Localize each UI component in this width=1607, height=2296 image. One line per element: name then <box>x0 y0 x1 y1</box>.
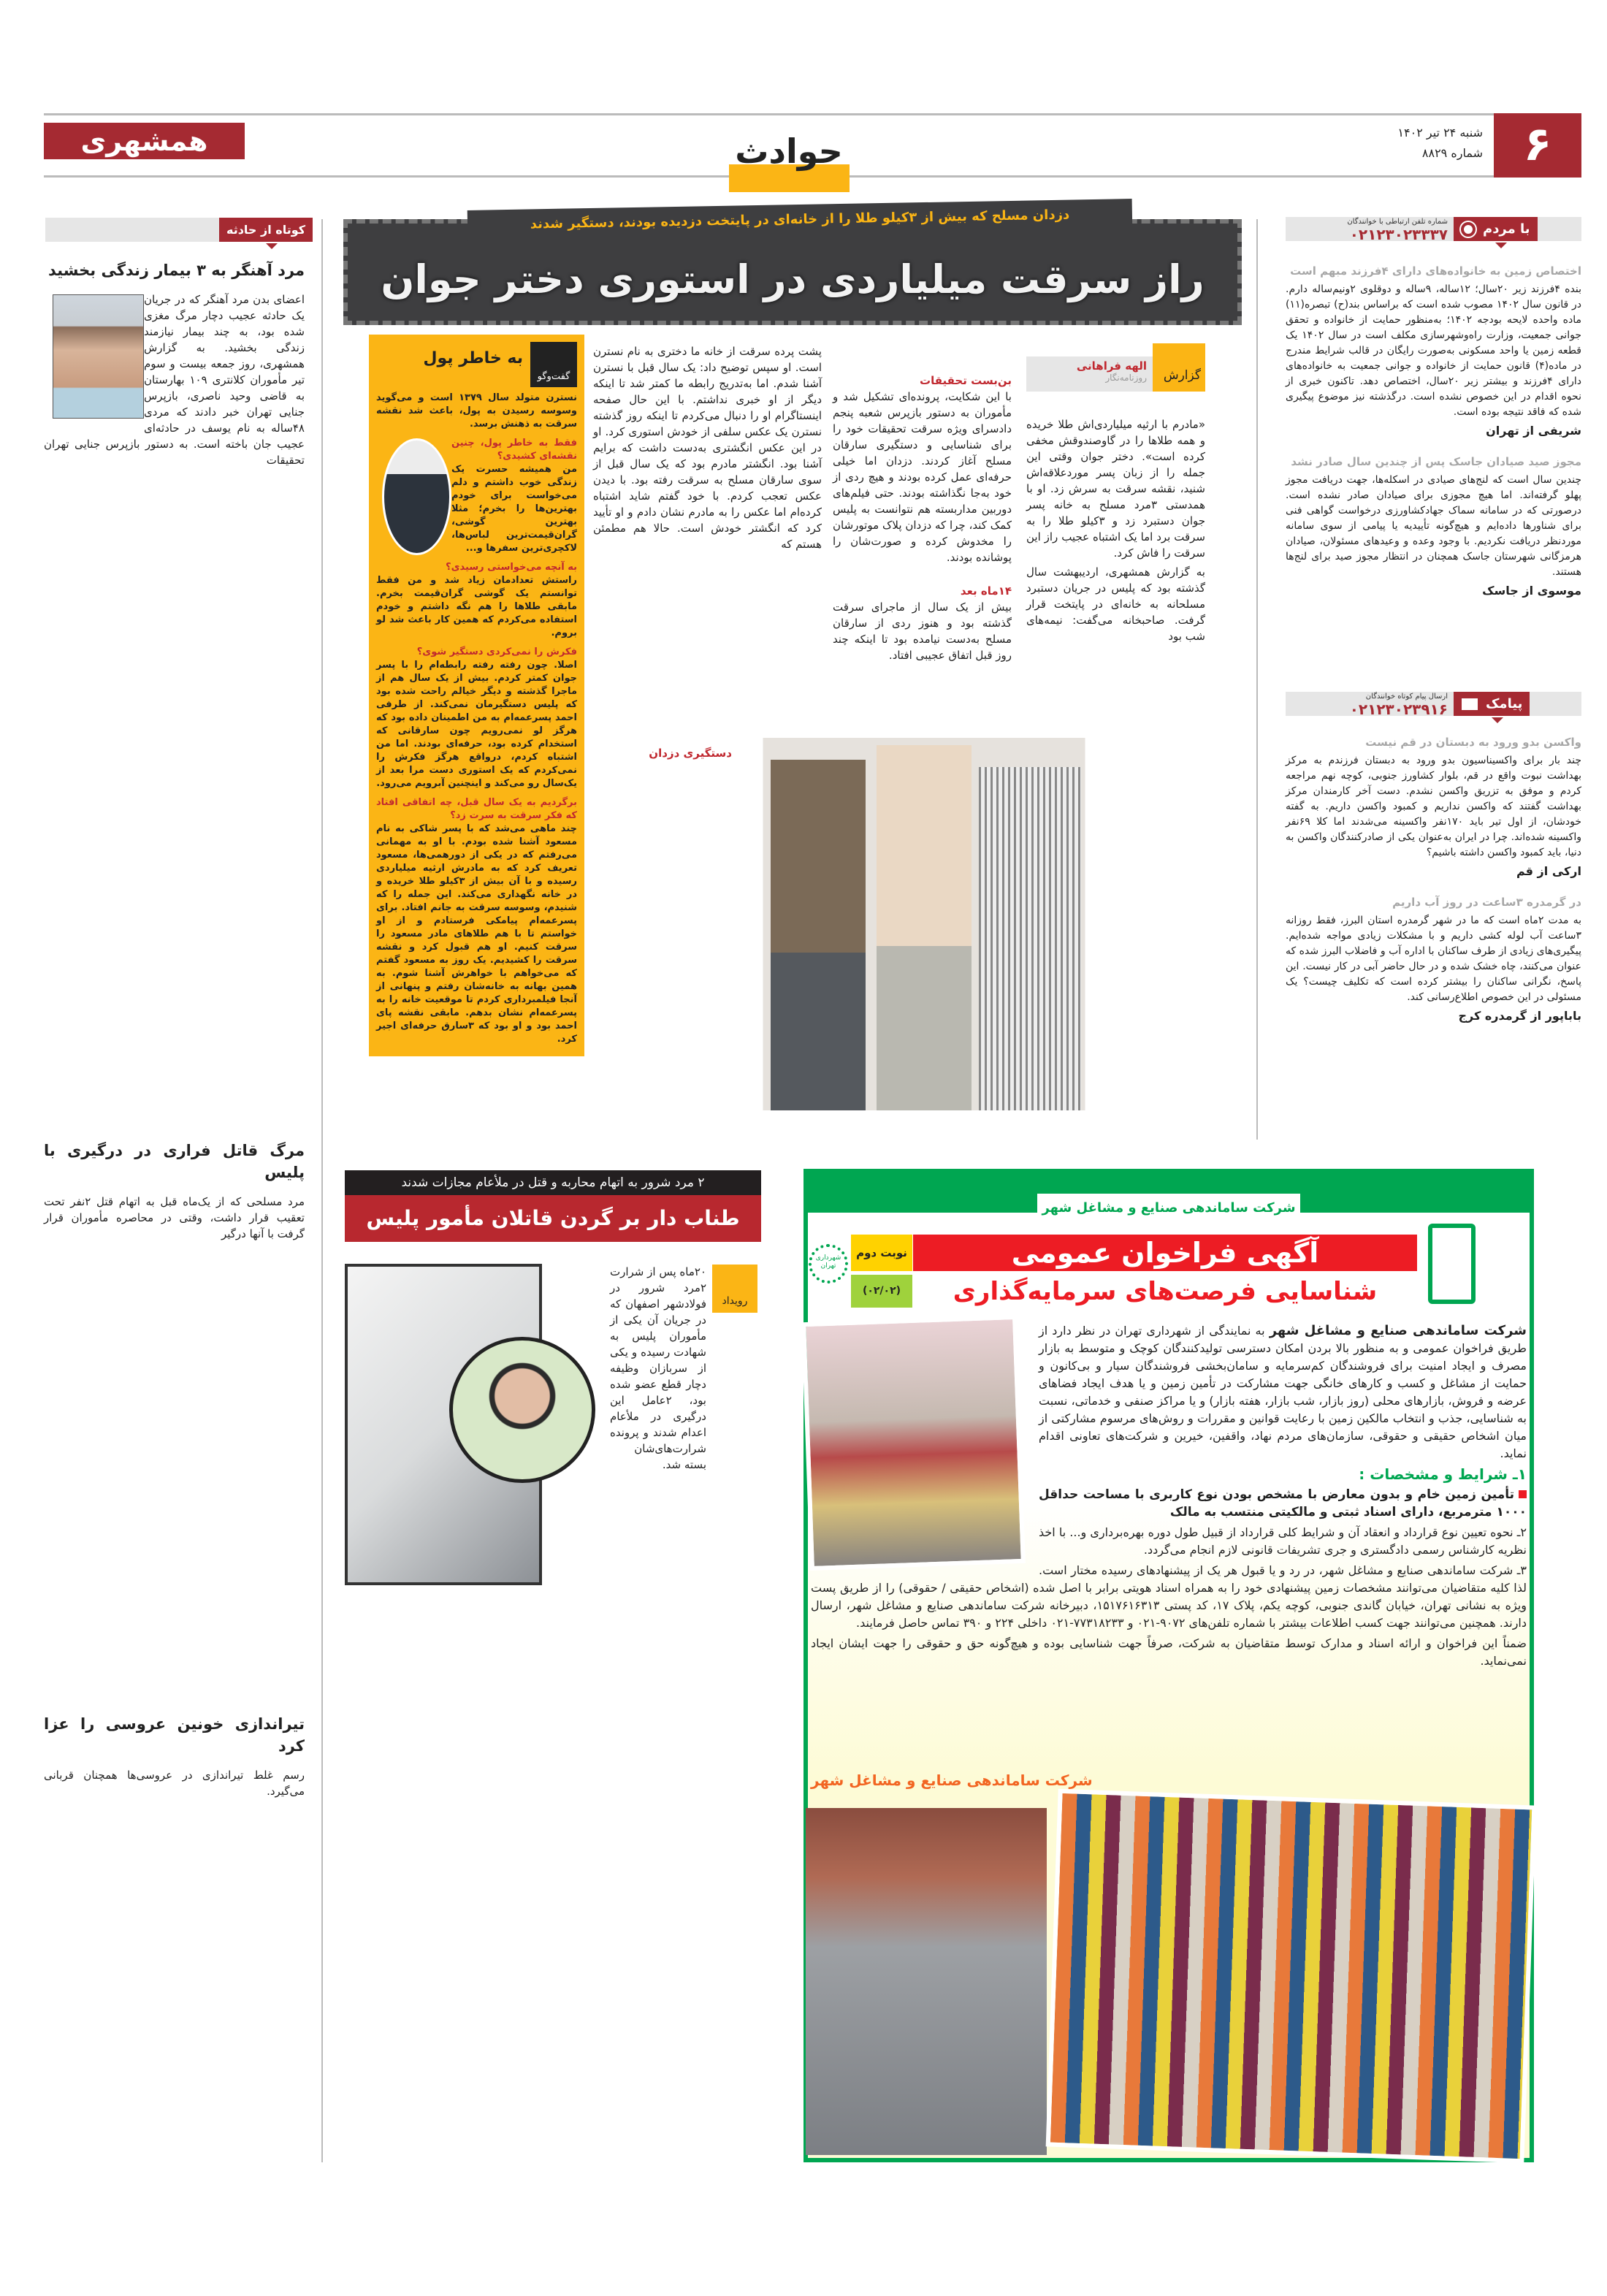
market-photo-right <box>1046 1789 1537 2164</box>
sms-signature: باباپور از گرمدره کرج <box>1458 1009 1581 1023</box>
condition-1: تأمین زمین خام و بدون معارض با مشخص بودن نوع کاربری با مساحت حداقل ۱۰۰۰ مترمربع، دارای اسناد ثبتی و مالکیتی منتسب به مالک <box>1039 1487 1527 1519</box>
sms-title: واکسن بدو ورود به دبستان در قم نیست <box>1365 736 1581 749</box>
execution-headline: طناب دار بر گردن قاتلان مأمور پلیس <box>345 1195 761 1242</box>
story-headline: تیراندازی خونین عروسی را عزا کرد <box>44 1715 305 1755</box>
bullet-icon <box>1519 1490 1527 1498</box>
ad-company-top: شرکت ساماندهی صنایع و مشاغل شهر <box>1037 1194 1300 1223</box>
tehran-municipality-seal: شهرداری تهران <box>808 1220 849 1308</box>
sms-title: در گرمدره ۳ساعت در روز آب داریم <box>1392 896 1581 909</box>
blacksmith-photo <box>53 294 144 419</box>
interview-question: فکرش را نمی‌کردی دستگیر شوی؟ <box>416 647 577 657</box>
sms-signature: ارکی از قم <box>1516 864 1581 878</box>
story-headline: مرد آهنگر به ۳ بیمار زندگی بخشید <box>48 262 305 279</box>
phone-icon <box>1461 222 1476 237</box>
section-title: حوادث <box>716 131 862 183</box>
story-text: مرد مسلحی که از یک‌ماه قبل به اتهام قتل ۲نفر تحت تعقیب قرار داشت، وقتی در محاصره مأموران قرار گرفت با آنها درگیر <box>44 1195 305 1240</box>
ad-footer-company: شرکت ساماندهی صنایع و مشاغل شهر <box>811 1771 1093 1789</box>
author-name: الهه فراهانی <box>1076 359 1147 373</box>
issue-number: شماره ۸۸۲۹ <box>1421 146 1483 160</box>
envelope-icon <box>1461 698 1478 711</box>
interview-answer: اصلا. چون رفته رفته رابطه‌ام را با پسر جوان کمتر کردم. بیش از یک سال هم از ماجرا گذشته و دیگر خیالم راحت شده بود که پلیس دستگیرمان نمی‌کند. از طرفی احمد پسرعمه‌ام به من اطمینان داده بود که هرگز لو نمی‌رویم چون سارقانی که استخدام کرده بود، حرفه‌ای بودند. اما من اشتباه کردم، درواقع هرگز فکرش را نمی‌کردم که یک استوری دست مرا بعد از یک‌سال رو می‌کند و اینچنین آبرویم می‌رود. <box>376 660 577 789</box>
phone-number[interactable]: ۰۲۱۲۳۰۲۳۳۳۷ <box>1349 226 1448 243</box>
ad-subtitle: شناسایی فرصت‌های سرمایه‌گذاری <box>953 1277 1378 1306</box>
subhead: ۱۴ماه بعد <box>960 584 1012 598</box>
letter-text: چندین سال است که لنج‌های صیادی در اسکله‌ها، جهت دریافت مجوز پهلو گرفته‌اند. اما هیچ مجوزی برای صیادان صادر نشده است. درصورتی که در سامانه سماک جهادکشاورزی درخواست گواهی فنی برای شناورها داده‌ایم و هیچ‌گونه تأییدیه یا پیامی از سوی سامانه موردنظر دریافت نکردیم. با وجود وعده و وعیدهای مسئولان، صیادان هرمزگانی شهرستان جاسک همچنان در انتظار مجوز صید برای لنج‌ها هستند. <box>1286 474 1581 578</box>
market-photo-left <box>806 1808 1047 2155</box>
people-tag-label: با مردم <box>1483 221 1530 237</box>
execution-lead: ۲۰ماه پس از شرارت ۲مرد شرور در فولادشهر اصفهان که در جریان آن یکی از مأموران پلیس به شهادت رسیده و یکی از سربازان وظیفه دچار قطع عضو شده بود، ۲عامل این درگیری در ملأعام اعدام شدند و پرونده شرارت‌های‌شان بسته شد. <box>610 1265 706 1471</box>
ad-title: آگهی فراخوان عمومی <box>913 1235 1417 1271</box>
article-paragraph: با این شکایت، پرونده‌ای تشکیل شد و مأموران به دستور بازپرس شعبه پنجم دادسرای ویژه سرقت تحقیقات خود را برای شناسایی و دستگیری سارقان مسلح آغاز کردند. دزدان اما خیلی حرفه‌ای عمل کرده بودند و هیچ ردی از خود به‌جا نگذاشته بودند. حتی فیلم‌های دوربین مداربسته هم نتوانست به پلیس کمک کند، چرا که دزدان پلاک موتورشان را مخدوش کرده و صورت‌شان را پوشانده بودند. <box>833 390 1012 564</box>
phone-label: ارسال پیام کوتاه خوانندگان <box>1365 693 1448 701</box>
article-paragraph: بیش از یک سال از ماجرای سرقت گذشته بود و هنوز ردی از سارقان مسلح به‌دست نیامده بود تا اینکه چند روز قبل اتفاق عجیبی افتاد. <box>833 600 1012 662</box>
interview-box <box>369 335 584 1056</box>
letter-signature: شریفی از تهران <box>1486 424 1581 438</box>
article-paragraph: پشت پرده سرقت از خانه ما دختری به نام نسترن است. او سپس توضیح داد: یک سال قبل با نسترن آشنا شدم. اما به‌تدریج رابطه ما کمتر شد تا اینکه دیگر از او خبری نداشتم. با این حال صفحه اینستاگرام او را دنبال می‌کردم تا اینکه روز گذشته نسترن یک عکس سلفی از خودش استوری کرد. او در این عکس انگشتری به‌دست داشت که برایم آشنا بود. انگشتر مادرم بود که یک سال قبل از سوی سارقان مسلح به سرقت رفته بود. با دیدن عکس تعجب کردم. با خود گفتم شاید اشتباه کرده‌ام اما عکس را به مادرم نشان دادم و او تأیید کرد که انگشتر خودش است. حالا هم مطمئن هستم که <box>593 345 822 551</box>
interview-question: فقط به خاطر پول، چنین نقشه‌ای کشیدی؟ <box>451 438 577 462</box>
phone-label: شماره تلفن ارتباطی با خوانندگان <box>1347 218 1448 226</box>
officer-portrait <box>449 1337 595 1483</box>
letter-signature: موسوی از جاسک <box>1482 584 1581 598</box>
story-text: رسم غلط تیراندازی در عروسی‌ها همچنان قربانی می‌گیرد. <box>44 1769 305 1798</box>
subhead: دستگیری دزدان <box>649 747 732 760</box>
story-text: اعضای بدن مرد آهنگر که در جریان یک حادثه عجیب دچار مرگ مغزی شده بود، به چند بیمار نیازمند زندگی بخشید. به گزارش همشهری، روز جمعه بیست و سوم تیر مأموران کلانتری ۱۰۹ بهارستان به قاضی وحید ناصری، بازپرس جنایی تهران خبر دادند که مردی ۴۸ساله به نام یوسف در حادثه‌ای عجیب جان باخته است. به دستور بازپرس جنایی تهران تحقیقات <box>44 293 305 467</box>
page-number: ۶ <box>1494 113 1581 178</box>
ad-code: (۰۲/۰۲) <box>851 1275 912 1308</box>
suspect-portrait <box>382 438 451 555</box>
subhead: بن‌بست تحقیقات <box>920 374 1012 387</box>
interview-answer: من همیشه حسرت یک زندگی خوب داشتم و دلم می‌خواست برای خودم بهترین‌ها را بخرم؛ مثلا بهترین گوشی، گران‌قیمت‌ترین لباس‌ها، لاکچری‌ترین سفرها و... <box>451 464 577 554</box>
suspects-photo <box>745 738 1103 1110</box>
author-role: روزنامه‌نگار <box>1105 373 1147 383</box>
event-tag: رویداد <box>712 1265 757 1313</box>
sms-tag <box>1454 692 1530 716</box>
sms-tag-label: پیامک <box>1486 696 1523 712</box>
condition-2: ۲ـ نحوه تعیین نوع قرارداد و انعقاد آن و شرایط کلی قرارداد از قبیل طول دوره بهره‌برداری و... با اخذ نظریه کارشناس رسمی دادگستری و جری تشریفات قانونی لازم انجام می‌گردد. <box>1039 1525 1527 1557</box>
people-tag <box>1454 217 1538 241</box>
report-tag: گزارش <box>1153 343 1205 392</box>
briefs-tag: کوتاه از حادثه <box>219 218 313 242</box>
article-headline: راز سرقت میلیاردی در استوری دختر جوان <box>381 256 1205 302</box>
condition-3: ۳ـ شرکت ساماندهی صنایع و مشاغل شهر، در رد و یا قبول هر یک از پیشنهادهای رسیده مختار است. لذا کلیه متقاضیان می‌توانند مشخصات زمین پیشنهادی خود را به همراه اسناد هویتی برابر با اصل شده (اشخاص حقیقی / حقوقی) را از طریق پست ویژه به نشانی تهران، خیابان گاندی جنوبی، کوچه یکم، پلاک ۱۷، کد پستی ۱۵۱۷۶۱۶۳۱۳، دبیرخانه شرکت ساماندهی صنایع و مشاغل شهر، ارسال دارند. همچنین می‌توانند جهت کسب اطلاعات بیشتر با شماره تلفن‌های ۹۰۷۲-۰۲۱ و ۷۷۳۱۸۲۳۳-۰۲۱ داخلی ۲۲۴ و ۳۹۰ تماس حاصل فرمایند. <box>811 1563 1527 1630</box>
interview-question: برگردیم به یک سال قبل، چه اتفاقی افتاد که فکر سرقت به سرت زد؟ <box>376 797 577 821</box>
sms-text: به مدت ۲ماه است که ما در شهر گرمدره استان البرز، فقط روزانه ۳ساعت آب لوله کشی داریم و با مشکلات زیادی مواجه شده‌ایم. پیگیری‌های زیادی از طرف ساکنان با اداره آب و فاضلاب البرز شده که عنوان می‌کنند، چاه خشک شده و در حال حاضر آبی در کار نیست. این پاسخ، نگرانی ساکنان را بیشتر کرده است که تکلیف چیست؟ یک مسئولی در این خصوص اطلاع‌رسانی کند. <box>1286 915 1581 1003</box>
issue-date: شنبه ۲۴ تیر ۱۴۰۲ <box>1397 126 1483 140</box>
interview-question: به آنچه می‌خواستی رسیدی؟ <box>446 562 577 573</box>
execution-kicker: ۲ مرد شرور به اتهام محاربه و قتل در ملأعام مجازات شدند <box>345 1170 761 1195</box>
ad-intro: به نمایندگی از شهرداری تهران در نظر دارد از طریق فراخوان عمومی و به منظور بالا بردن امکان دسترسی تولیدکنندگان کوچک و متوسط به بازار مصرف و ایجاد امنیت برای فروشندگان کم‌سرمایه و سامان‌بخشی فروشندگان سیار و بی‌کانون و حمایت از مشاغل و کسب و کارهای خانگی جهت مشارکت در تأمین زمین و یا هدف ایجاد فضاهای عرضه و فروش، بازارهای محلی (روز بازار، شب بازار، هفته بازار) و یا مراکز صنفی و خدماتی، نسبت به شناسایی، جذب و انتخاب مالکین زمین با رعایت قوانین و مقررات و روش‌های مرسوم مشارکتی از میان اشخاص حقیقی و حقوقی، سازمان‌های مردم نهاد، واقفین، خیرین و شرکت‌های تعاونی اقدام نماید. <box>1039 1324 1527 1460</box>
interview-tag: گفت‌وگو <box>530 342 577 387</box>
letter-title: اختصاص زمین به خانواده‌های دارای ۴فرزند مبهم است <box>1290 264 1581 278</box>
ad-round: نوبت دوم <box>851 1235 912 1271</box>
interview-answer: چند ماهی می‌شد که با پسر شاکی به نام مسعود آشنا شده بودم. با او به مهمانی می‌رفتم که در یکی از دورهمی‌ها، مسعود تعریف کرد که به مادرش ارثیه میلیاردی رسیده و با آن بیش از ۳کیلو طلا خریده و در خانه نگهداری می‌کند. این جمله را که شنیدم، وسوسه سرقت به جانم افتاد. برای پسرعمه‌ام پیامکی فرستادم و از او خواستم تا با هم طلاهای مادر مسعود را سرقت کنیم. او هم قبول کرد و نقشه سرقت را کشیدیم. یک روز به مسعود گفتم که می‌خواهم با خواهرش آشنا شوم. به همین بهانه به خانه‌شان رفتم و پنهانی از آنجا فیلمبرداری کردم تا موقعیت خانه را به پسرعمه‌ام نشان بدهم. مابقی نقشه پای احمد بود و او بود که ۳سارق حرفه‌ای اجیر کرد. <box>376 823 577 1045</box>
ad-note: ضمناً این فراخوان و ارائه اسناد و مدارک توسط متقاضیان به شرکت، صرفاً جهت شناسایی بوده و هیچ‌گونه حق و حقوقی را جهت ایشان ایجاد نمی‌نماید. <box>811 1636 1527 1668</box>
sms-number[interactable]: ۰۲۱۲۳۰۲۳۹۱۶ <box>1349 701 1448 718</box>
interview-intro: نسترن متولد سال ۱۳۷۹ است و می‌گوید وسوسه رسیدن به پول، باعث شد نقشه سرقت به ذهنش برسد. <box>376 392 577 430</box>
article-lead: «مادرم با ارثیه میلیاردی‌اش طلا خریده و همه طلاها را در گاوصندوقش مخفی کرده است». دختر جوان وقتی این جمله را از زبان پسر مورد‌علاقه‌اش شنید، نقشه سرقت به سرش زد. او با همدستی ۳مرد مسلح به خانه پسر جوان دستبرد زد و ۳کیلو طلا را به سرقت برد اما یک اشتباه عجیب راز این سرقت را فاش کرد. <box>1026 418 1206 560</box>
ad-intro-company: شرکت ساماندهی صنایع و مشاغل شهر <box>1269 1323 1527 1338</box>
story-headline: مرگ قاتل فراری در درگیری با پلیس <box>44 1142 305 1181</box>
article-kicker: دزدان مسلح که بیش از ۳کیلو طلا را از خانه‌ای در پایتخت دزدیده بودند، دستگیر شدند <box>467 199 1133 241</box>
interview-answer: راستش تعدادمان زیاد شد و من فقط توانستم یک گوشی گران‌قیمت بخرم. مابقی طلاها را هم نگه داشتم و خودم استفاده می‌کردم که همین کار باعث شد لو بروم. <box>376 575 577 638</box>
sms-text: چند بار برای واکسیناسیون بدو ورود به دبستان فرزندم به مرکز بهداشت نبوت واقع در قم، بلوار کشاورز جنوبی، کوچه نهم مراجعه کردم و موفق به تزریق واکسن نشدم. دست آخر کارمندان مرکز بهداشت گفتند که واکسن نداریم و کمبود واکسن داریم. به گفته خودشان، از اول تیر باید ۱۷۰نفر واکسینه می‌شدند اما کلا ۶۹نفر واکسینه شده‌اند. چرا در ایران به‌عنوان یکی از صادرکنندگان واکسن به دنیا، باید کمبود واکسن داشته باشیم؟ <box>1286 755 1581 858</box>
saman-logo <box>1428 1224 1476 1304</box>
conditions-title: ۱ـ شرایط و مشخصات : <box>1359 1465 1527 1483</box>
letter-text: بنده ۴فرزند زیر ۲۰سال؛ ۱۲ساله، ۹ساله و دوقلوی ۲ونیم‌ساله دارم. در قانون سال ۱۴۰۲ مصوب شده است که براساس بند(ح) تبصره(۱۱) ماده واحده لایحه بودجه ۱۴۰۲؛ به‌منظور حمایت از خانواده و تحقق جوانی جمعیت، وزارت راه‌وشهرسازی مکلف است در سال ۱۴۰۲ یک قطعه زمین یا واحد مسکونی به‌صورت رایگان در قالب شرایط مندرج در ماده(۴) قانون حمایت از خانواده و جوانی جمعیت به خانواده‌های دارای ۴فرزند و بیشتر زیر ۲۰سال، اختصاص دهد. تاکنون خبری از نحوه اقدام در این خصوص نشده است. درگذشته نیز موضوع پیگیری شده که فاقد نتیجه بوده است. <box>1286 283 1581 418</box>
newspaper-logo: همشهری <box>44 123 245 159</box>
article-paragraph: به گزارش همشهری، اردیبهشت سال گذشته بود که پلیس در جریان دستبرد مسلحانه به خانه‌ای در پایتخت قرار گرفت. صاحبخانه می‌گفت: نیمه‌های شب بود <box>1026 565 1205 643</box>
letter-title: مجوز صید صیادان جاسک پس از چندین سال صادر نشد <box>1291 455 1581 468</box>
interview-title: به خاطر پول <box>423 349 523 367</box>
